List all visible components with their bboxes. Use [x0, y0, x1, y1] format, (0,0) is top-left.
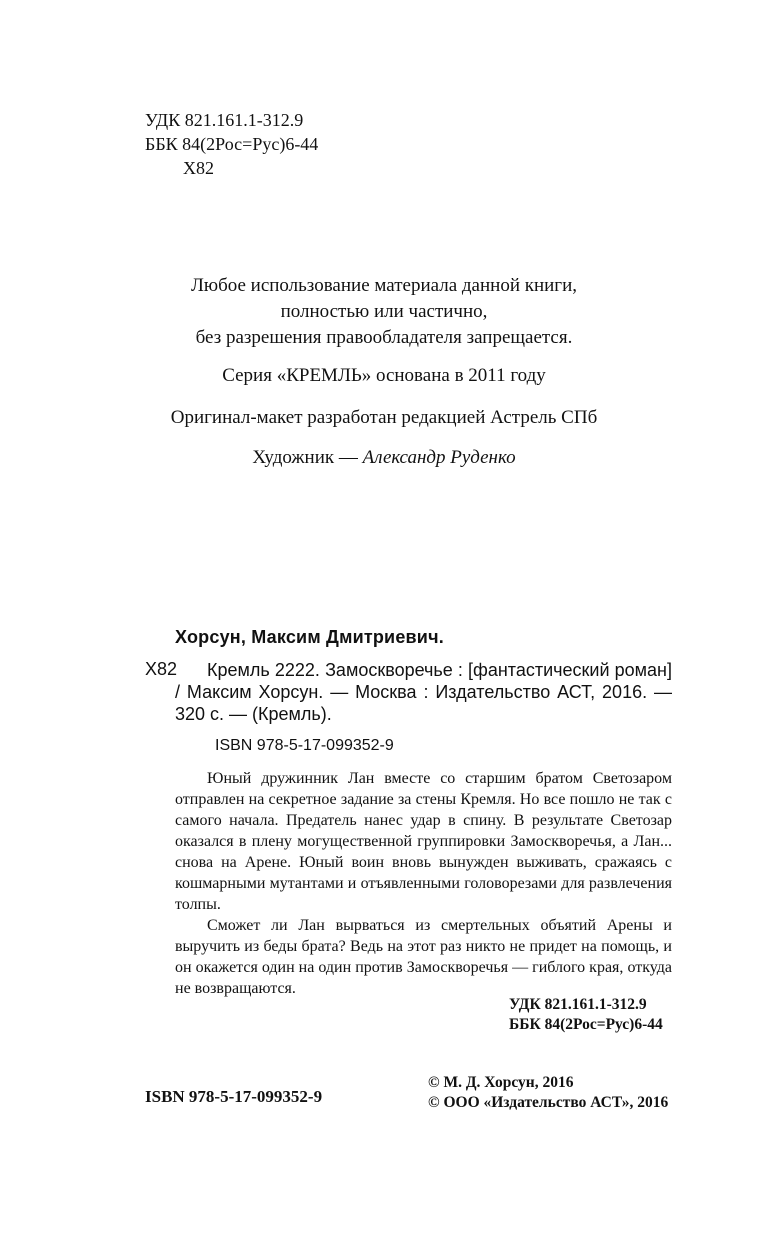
bibliography-author: Хорсун, Максим Дмитриевич. — [175, 627, 444, 647]
bibliography-isbn: ISBN 978-5-17-099352-9 — [215, 737, 394, 754]
copyright-block — [428, 1073, 668, 1113]
bbk-code: ББК 84(2Рос=Рус)6-44 — [145, 134, 319, 154]
udk-code: УДК 821.161.1-312.9 — [145, 110, 304, 130]
annotation-paragraph-2: Сможет ли Лан вырваться из смертельных объятий Арены и выручить из беды брата? Ведь на этот раз никто не придет на помощь, и он окажется один на один против Замоскворечья — гиблого края, откуда не возвращаются. — [175, 917, 672, 997]
bottom-udk-code: УДК 821.161.1-312.9 — [509, 996, 647, 1013]
notice-line-3: без разрешения правообладателя запрещается. — [195, 327, 573, 348]
copyright-notice — [0, 273, 768, 351]
annotation-paragraph-1: Юный дружинник Лан вместе со старшим братом Светозаром отправлен на секретное задание за стены Кремля. Но все пошло не так с самого начала. Предатель нанес удар в спину. В результате Светозар оказался в плену могущественной группировки Замоскворечья, а Лан... снова на Арене. Юный воин вновь вынужден выживать, сражаясь с кошмарными мутантами и отъявленными головорезами для развлечения толпы. — [175, 770, 672, 913]
series-info: Серия «КРЕМЛЬ» основана в 2011 году — [222, 365, 546, 386]
top-classification-codes — [145, 108, 318, 180]
notice-line-2: полностью или частично, — [280, 301, 488, 322]
author-mark: Х82 — [183, 158, 214, 178]
isbn-bottom: ISBN 978-5-17-099352-9 — [145, 1087, 323, 1106]
bibliography-code: Х82 — [145, 659, 178, 679]
copyright-author: © М. Д. Хорсун, 2016 — [428, 1074, 574, 1091]
annotation — [175, 768, 672, 999]
notice-line-1: Любое использование материала данной книги, — [190, 275, 578, 296]
artist-credit — [0, 445, 768, 471]
bottom-bbk-code: ББК 84(2Рос=Рус)6-44 — [509, 1016, 663, 1033]
bibliography-description: Кремль 2222. Замоскворечье : [фантастический роман] / Максим Хорсун. — Москва : Издательство АСТ, 2016. — 320 с. — (Кремль). — [175, 660, 672, 724]
layout-credit: Оригинал-макет разработан редакцией Астрель СПб — [170, 407, 598, 428]
bottom-classification-codes — [509, 995, 663, 1035]
artist-label: Художник — — [252, 447, 363, 468]
artist-name: Александр Руденко — [362, 447, 516, 468]
copyright-publisher: © ООО «Издательство АСТ», 2016 — [428, 1094, 669, 1111]
